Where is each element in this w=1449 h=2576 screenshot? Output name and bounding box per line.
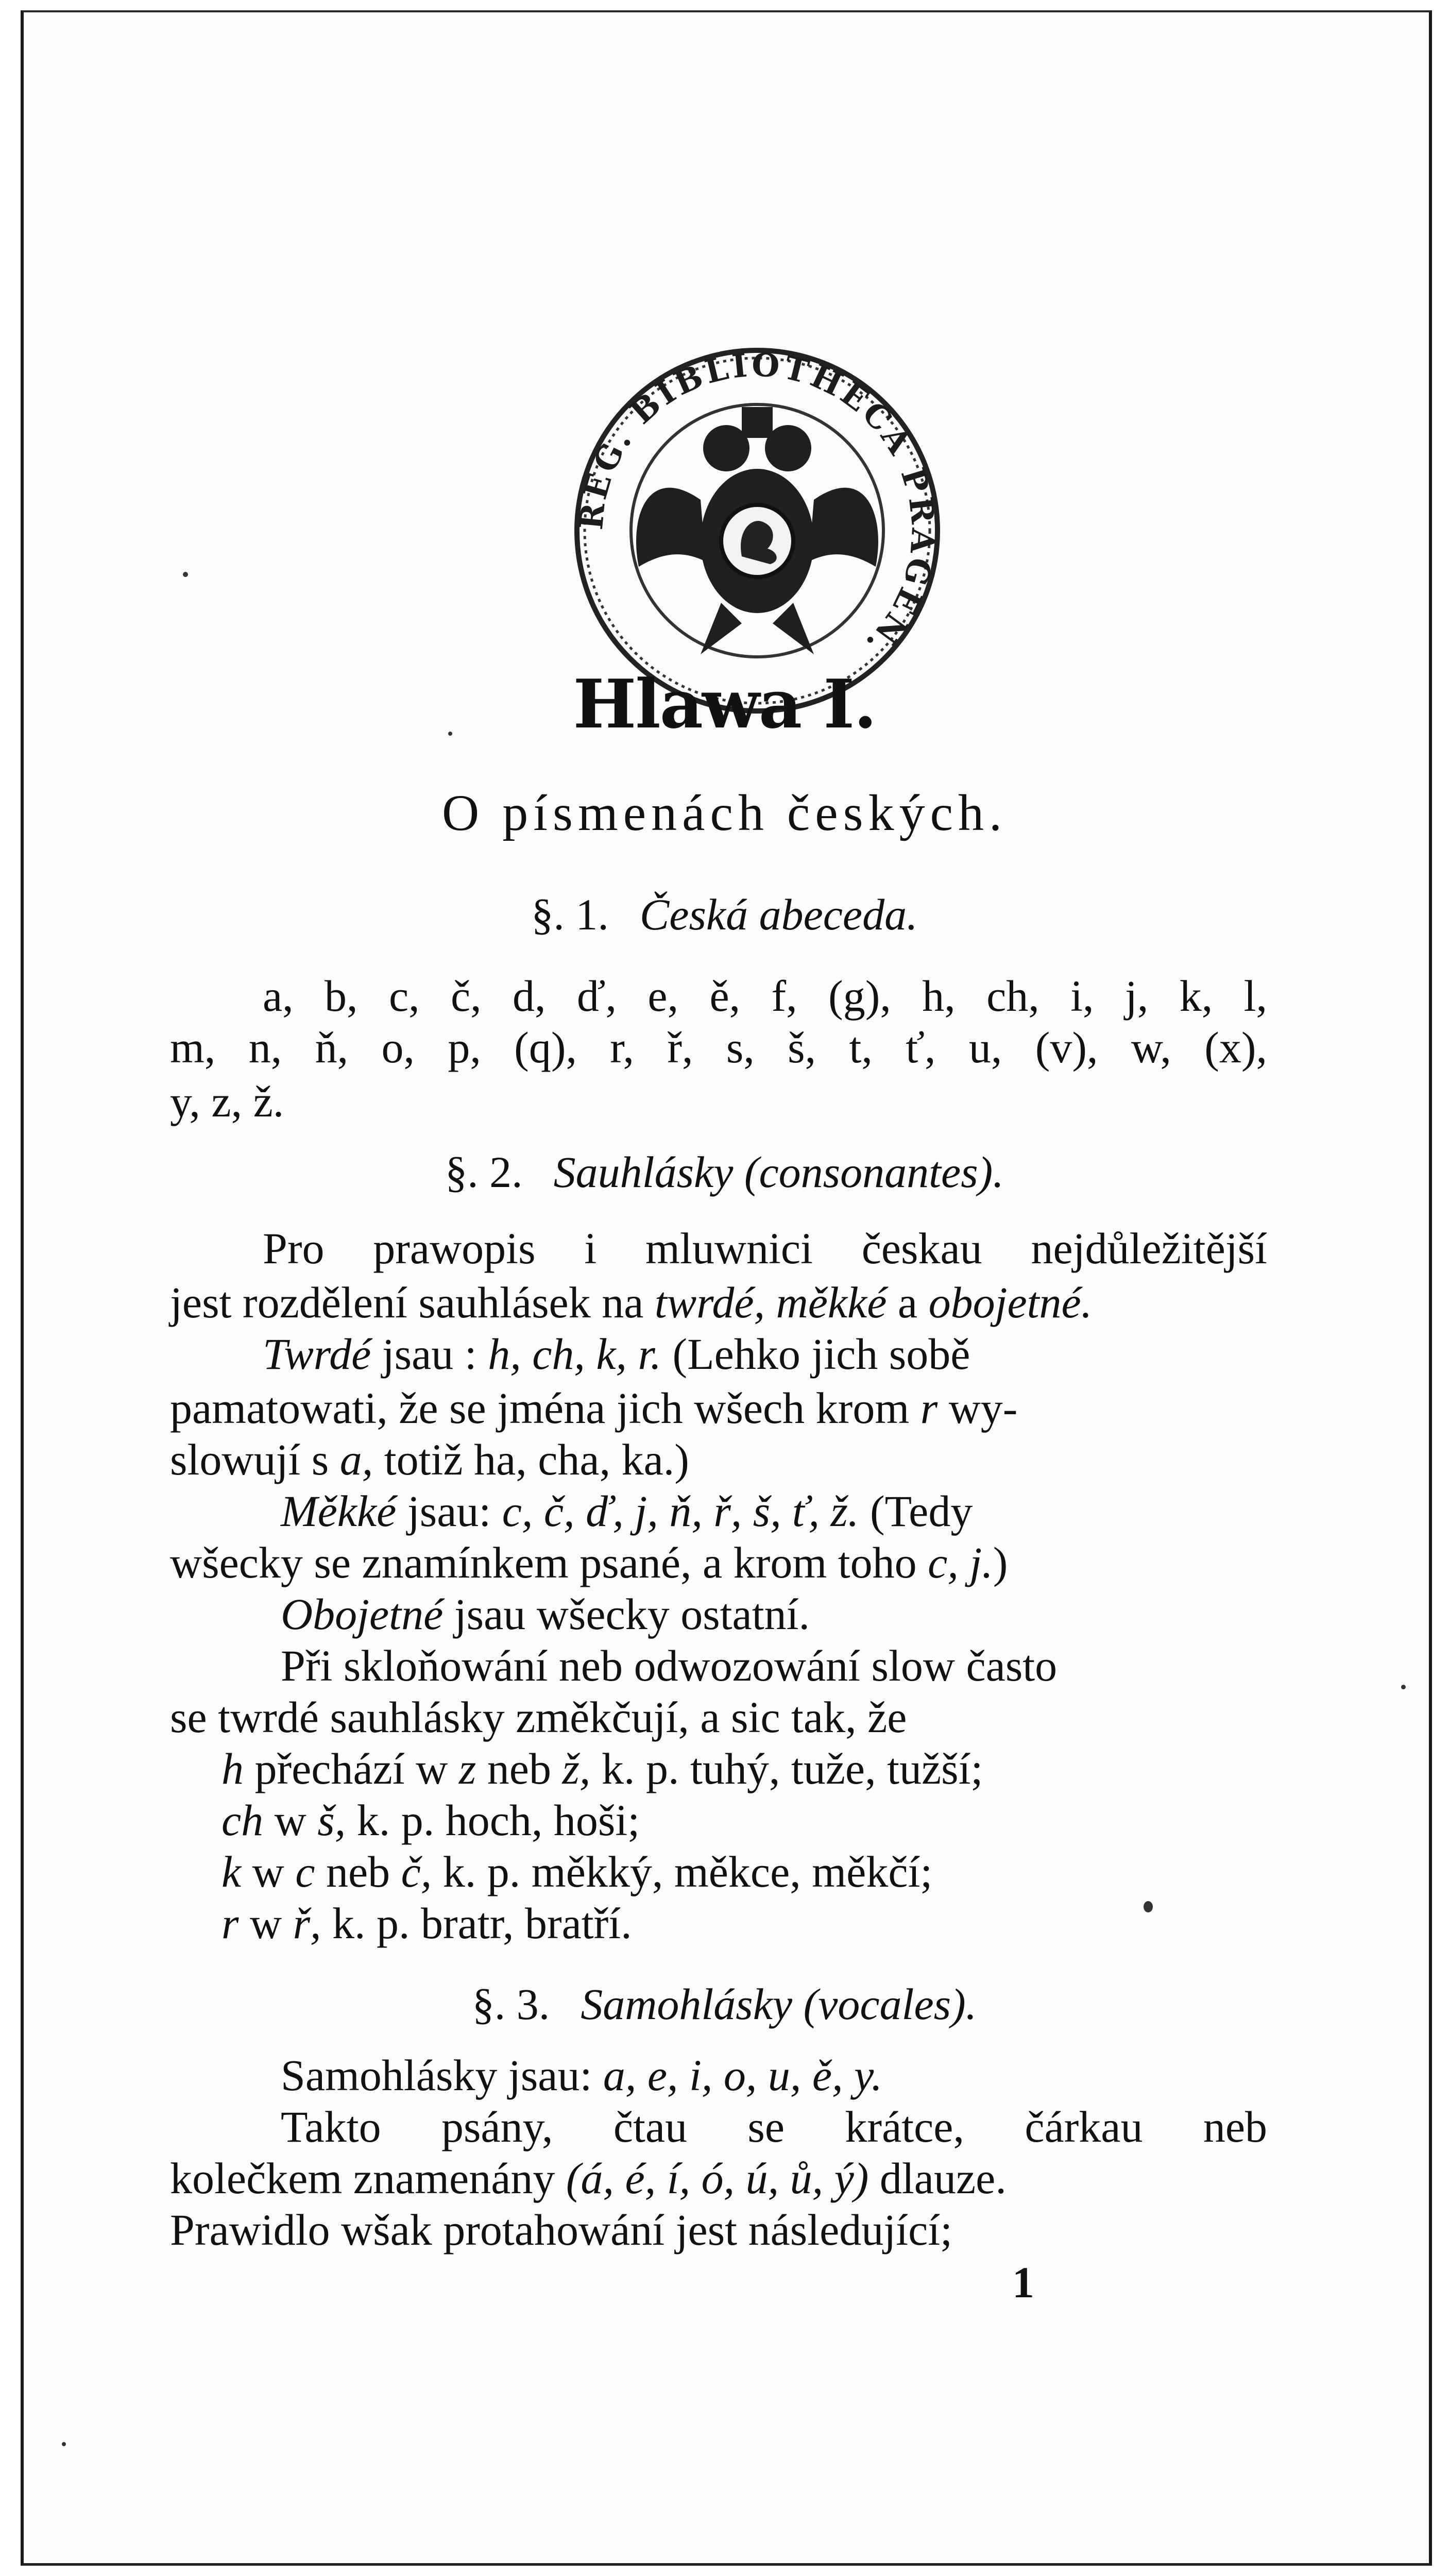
scan-speck — [183, 572, 188, 577]
section-title: Česká abeceda. — [639, 890, 918, 939]
section-2-heading — [0, 1146, 1449, 1198]
scan-speck — [62, 2442, 66, 2446]
stamp-text: REG. BIBLIOTHECA PRAGEN. — [572, 345, 943, 665]
chapter-title: Hlawa I. — [573, 665, 876, 743]
rule-line: h přechází w z neb ž, k. p. tuhý, tuže, tužší; — [221, 1744, 983, 1793]
section-3-heading — [0, 1978, 1449, 2030]
scan-speck — [448, 732, 452, 736]
section-number: §. 1. — [531, 890, 609, 939]
paragraph-line: slowují s a, totiž ha, cha, ka.) — [170, 1435, 689, 1484]
paragraph-line: Měkké jsau: c, č, ď, j, ň, ř, š, ť, ž. (Tedy — [281, 1486, 973, 1536]
page-number: 1 — [1012, 2258, 1034, 2307]
chapter-subtitle: O písmenách českých. — [442, 784, 1007, 841]
section-number: §. 3. — [472, 1979, 550, 2029]
section-title: Sauhlásky (consonantes). — [553, 1147, 1004, 1197]
paragraph-line: Takto psány, čtau se krátce, čárkau neb — [281, 2102, 1267, 2151]
paragraph-line: Prawidlo wšak protahowání jest následující; — [170, 2205, 953, 2255]
section-1-heading — [0, 889, 1449, 940]
paragraph-line: Samohlásky jsau: a, e, i, o, u, ě, y. — [281, 2050, 883, 2100]
paragraph-line: pamatowati, že se jména jich wšech krom r wy- — [170, 1383, 1018, 1433]
alphabet-line: a, b, c, č, d, ď, e, ě, f, (g), h, ch, i, j, k, l, — [263, 971, 1267, 1021]
paragraph-line: wšecky se znamínkem psané, a krom toho c, j.) — [170, 1538, 1008, 1587]
library-stamp — [572, 345, 943, 716]
paragraph-line: jest rozdělení sauhlásek na twrdé, měkké a obojetné. — [170, 1278, 1093, 1327]
paragraph-line: Twrdé jsau : h, ch, k, r. (Lehko jich sobě — [263, 1329, 970, 1379]
rule-line: k w c neb č, k. p. měkký, měkce, měkčí; — [221, 1847, 933, 1896]
paragraph-line: kolečkem znamenány (á, é, í, ó, ú, ů, ý) dlauze. — [170, 2154, 1007, 2203]
rule-line: ch w š, k. p. hoch, hoši; — [221, 1795, 640, 1845]
paragraph-line: Pro prawopis i mluwnici českau nejdůležitější — [263, 1224, 1267, 1273]
paragraph-line: Obojetné jsau wšecky ostatní. — [281, 1589, 810, 1639]
paragraph-line: se twrdé sauhlásky změkčují, a sic tak, že — [170, 1692, 907, 1742]
scan-speck — [1144, 1901, 1153, 1912]
paragraph-line: Při skloňowání neb odwozowání slow často — [281, 1641, 1058, 1690]
section-title: Samohlásky (vocales). — [581, 1979, 977, 2029]
alphabet-line: y, z, ž. — [170, 1077, 284, 1126]
alphabet-line: m, n, ň, o, p, (q), r, ř, s, š, t, ť, u, (v), w, (x), — [170, 1023, 1267, 1072]
rule-line: r w ř, k. p. bratr, bratří. — [221, 1899, 632, 1948]
section-number: §. 2. — [445, 1147, 523, 1197]
scan-speck — [1401, 1685, 1406, 1689]
